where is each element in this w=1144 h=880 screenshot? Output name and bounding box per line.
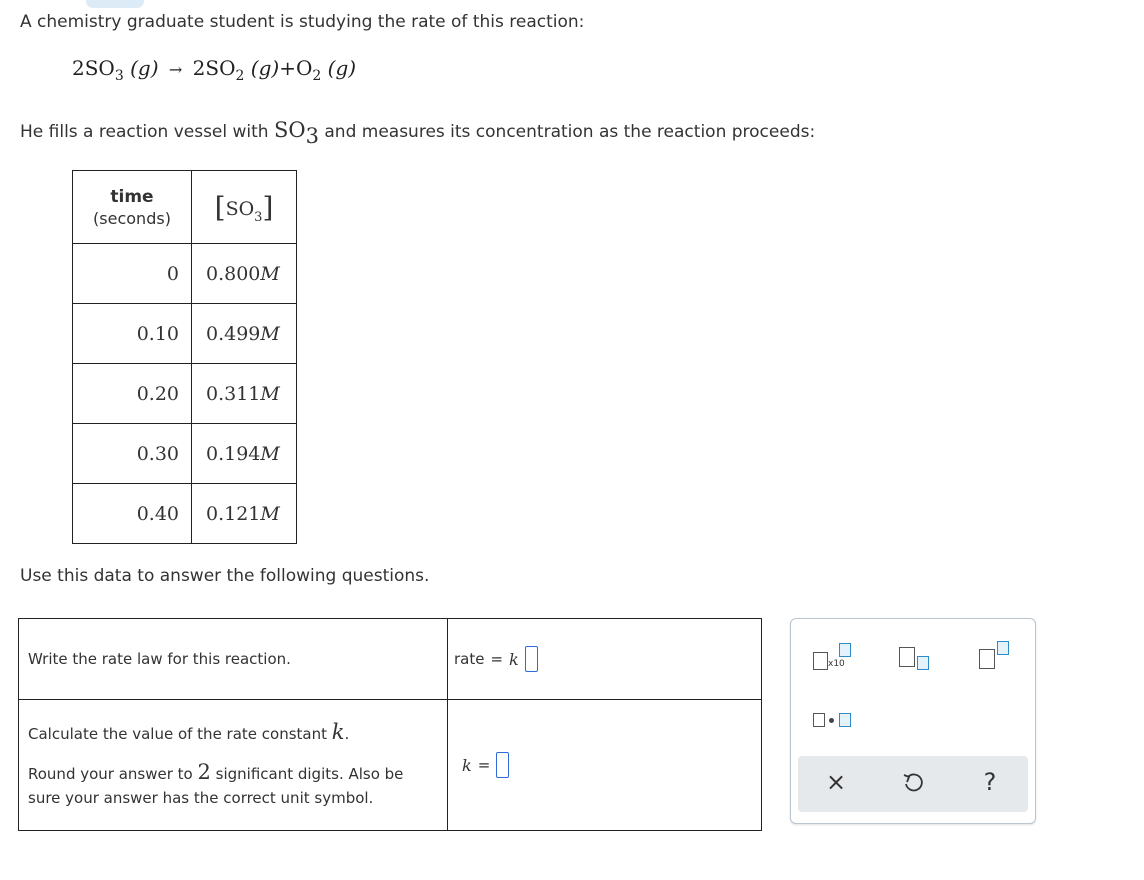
- table-row: [73, 304, 297, 364]
- concentration-table: [72, 170, 297, 544]
- reactant-phase: (g): [130, 56, 159, 80]
- subscript-base-icon: [899, 647, 915, 667]
- superscript-base-icon: [979, 649, 995, 669]
- rate-equals: =: [490, 650, 504, 668]
- conc-header-base: SO: [225, 197, 255, 220]
- rate-constant-question: [19, 700, 448, 831]
- fills-species-sub: 3: [305, 124, 319, 148]
- conc-value: 0.311: [206, 382, 261, 405]
- product2-base: O: [295, 56, 313, 80]
- time-cell: 0.40: [73, 484, 192, 544]
- question-table: [18, 618, 762, 831]
- right-bracket: ]: [262, 190, 274, 224]
- multiply-left-box-icon: [813, 713, 825, 727]
- fills-text: [20, 118, 816, 148]
- use-data-text: Use this data to answer the following questions.: [20, 566, 430, 586]
- left-bracket: [: [214, 190, 226, 224]
- superscript-box-icon: [997, 641, 1009, 655]
- help-button[interactable]: [970, 768, 1010, 796]
- table-row: [73, 364, 297, 424]
- q2-round-b: significant digits. Also be: [210, 765, 404, 783]
- subscript-button[interactable]: [897, 639, 937, 675]
- question-row-rate-law: [19, 619, 762, 700]
- product1-coef: 2: [192, 56, 206, 80]
- exponent-box-icon: [839, 643, 851, 657]
- table-row: [73, 244, 297, 304]
- conc-value: 0.121: [206, 502, 261, 525]
- time-cell: 0: [73, 244, 192, 304]
- q2-text-b: .: [344, 725, 350, 743]
- reaction-equation: [72, 56, 357, 84]
- conc-value: 0.194: [206, 442, 261, 465]
- product1-base: SO: [205, 56, 236, 80]
- table-row: [73, 424, 297, 484]
- rate-label: rate: [454, 650, 485, 668]
- fills-after: and measures its concentration as the reaction proceeds:: [318, 122, 816, 142]
- time-header-line1: time: [110, 186, 154, 207]
- product1-sub: 2: [235, 68, 245, 84]
- table-row: [73, 484, 297, 544]
- conc-cell: [192, 484, 297, 544]
- rate-law-question: Write the rate law for this reaction.: [19, 619, 448, 700]
- table-header-row: [73, 171, 297, 244]
- conc-unit: M: [260, 322, 280, 345]
- product2-sub: 2: [312, 68, 322, 84]
- q2-round-c: sure your answer has the correct unit symbol.: [28, 789, 374, 807]
- time-cell: 0.20: [73, 364, 192, 424]
- k-answer-equals: =: [477, 756, 491, 774]
- conc-cell: [192, 424, 297, 484]
- q2-round-a: Round your answer to: [28, 765, 198, 783]
- rate-law-answer-cell: [448, 619, 762, 700]
- multiply-dot-icon: [829, 718, 834, 723]
- close-icon: ×: [825, 768, 847, 796]
- palette-action-bar: [798, 756, 1028, 812]
- plus-sign: +: [279, 56, 296, 80]
- clear-button[interactable]: [816, 768, 856, 796]
- conc-header-sub: 3: [254, 209, 263, 225]
- subscript-box-icon: [917, 656, 929, 670]
- multiply-right-box-icon: [839, 713, 851, 727]
- conc-unit: M: [260, 382, 280, 405]
- fills-species-base: SO: [273, 118, 306, 142]
- x10-label: x10: [828, 659, 845, 669]
- reactant-base: SO: [84, 56, 115, 80]
- k-answer-var: k: [462, 755, 472, 775]
- top-tab-highlight: [86, 0, 144, 8]
- base-box-icon: [813, 652, 828, 670]
- product2-phase: (g): [327, 56, 357, 80]
- scientific-notation-button[interactable]: [811, 639, 855, 675]
- reactant-coef: 2: [72, 56, 85, 80]
- conc-cell: [192, 364, 297, 424]
- reaction-arrow: →: [168, 60, 183, 79]
- product1-phase: (g): [250, 56, 280, 80]
- time-header-line2: (seconds): [93, 208, 171, 228]
- q2-text-a: Calculate the value of the rate constant: [28, 725, 332, 743]
- q2-round-num: 2: [197, 760, 211, 784]
- conc-value: 0.800: [206, 262, 261, 285]
- time-cell: 0.10: [73, 304, 192, 364]
- rate-k: k: [509, 649, 519, 669]
- conc-unit: M: [260, 502, 280, 525]
- rate-constant-answer-cell: [448, 700, 762, 831]
- concentration-header: [192, 171, 297, 244]
- question-row-rate-constant: [19, 700, 762, 831]
- fills-before: He fills a reaction vessel with: [20, 122, 274, 142]
- q2-text-k: k: [331, 720, 345, 744]
- rate-constant-prompt: [28, 720, 446, 746]
- multiply-dot-button[interactable]: [811, 707, 861, 737]
- math-palette: [790, 618, 1036, 824]
- conc-unit: M: [260, 262, 280, 285]
- time-cell: 0.30: [73, 424, 192, 484]
- intro-text: A chemistry graduate student is studying the rate of this reaction:: [20, 12, 585, 32]
- help-icon: ?: [983, 768, 997, 796]
- conc-value: 0.499: [206, 322, 261, 345]
- conc-cell: [192, 244, 297, 304]
- undo-icon: [902, 772, 924, 794]
- reactant-sub: 3: [114, 68, 124, 84]
- superscript-button[interactable]: [977, 639, 1017, 675]
- rounding-instruction: [28, 760, 446, 810]
- undo-button[interactable]: [893, 772, 933, 800]
- time-header: [73, 171, 192, 244]
- conc-unit: M: [260, 442, 280, 465]
- conc-cell: [192, 304, 297, 364]
- rate-law-input[interactable]: [525, 646, 538, 672]
- rate-constant-input[interactable]: [496, 752, 509, 778]
